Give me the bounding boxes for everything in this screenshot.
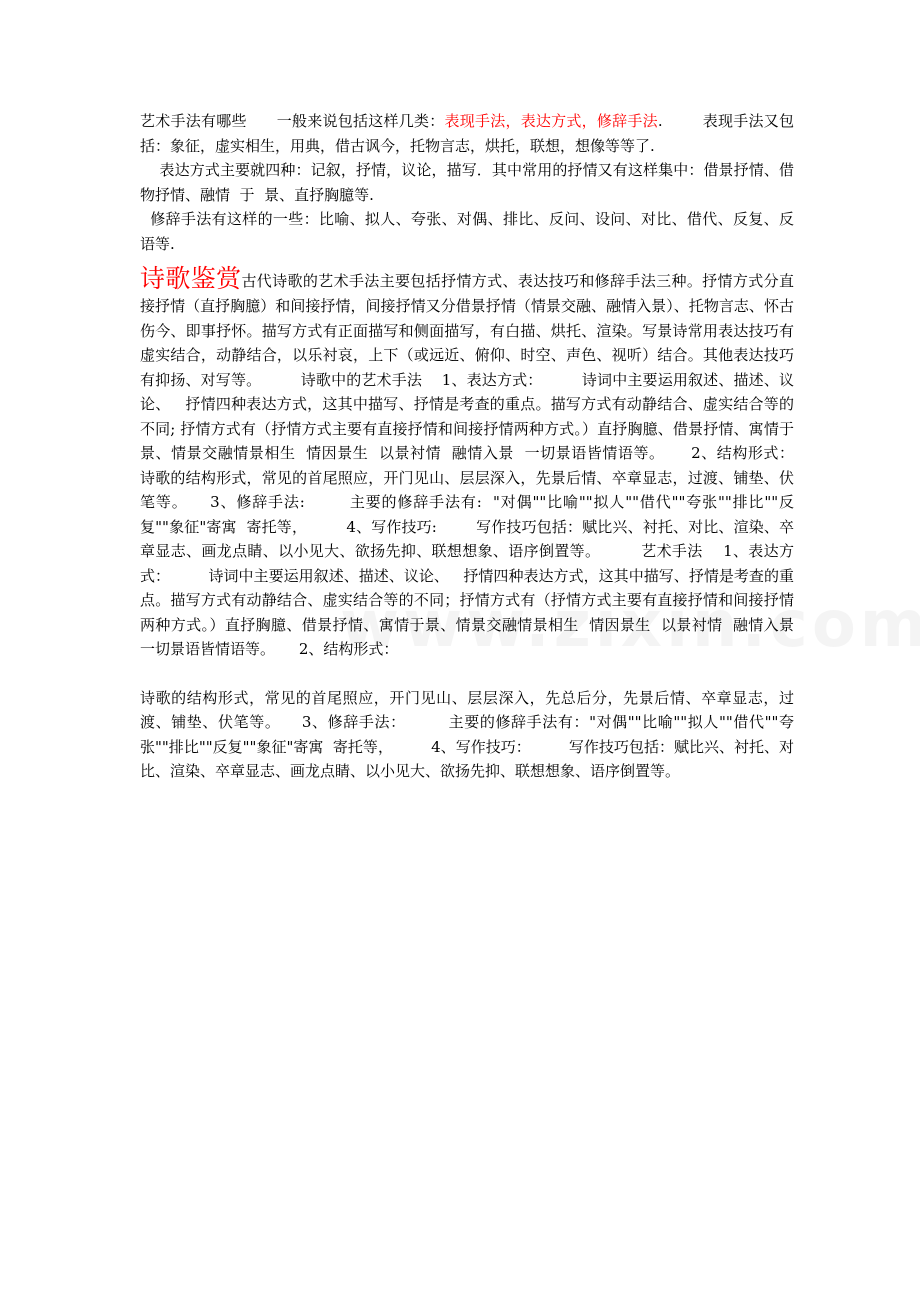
p1-intro: 艺术手法有哪些 一般来说包括这样几类： [140, 112, 445, 130]
p1-rest: . 表现手法又包括：象征，虚实相生，用典，借古讽今，托物言志，烘托，联想，想像等等了. [140, 112, 794, 155]
p1-highlight: 表现手法，表达方式，修辞手法 [444, 112, 658, 130]
paragraph-expression-modes: 表达方式主要就四种：记叙，抒情，议论，描写．其中常用的抒情又有这样集中：借景抒情、借物抒情、融情 于 景、直抒胸臆等. [140, 161, 794, 204]
p4-body: 古代诗歌的艺术手法主要包括抒情方式、表达技巧和修辞手法三种。抒情方式分直接抒情（直抒胸臆）和间接抒情，间接抒情又分借景抒情（情景交融、融情入景）、托物言志、怀古伤今、即事抒怀。描写方式有正面描写和侧面描写，有白描、烘托、渲染。写景诗常用表达技巧有虚实结合，动静结合，以乐衬哀，上下（或远近、俯仰、时空、声色、视听）结合。其他表达技巧有抑扬、对写等。 诗歌中的艺术手法 1、表达方式： 诗词中主要运用叙述、描述、议论、 抒情四种表达方式，这其中描写、抒情是考查的重点。描写方式有动静结合、虚实结合等的不同; 抒情方式有（抒情方式主要有直接抒情和间接抒情两种方式。）直抒胸臆、借景抒情、寓情于景、情景交融情景相生 情因景生 以景衬情 融情入景 一切景语皆情语等。 2、结构形式： 诗歌的结构形式，常见的首尾照应，开门见山、层层深入，先景后情、卒章显志，过渡、铺垫、伏笔等。 3、修辞手法: 主要的修辞手法有: "对偶""比喻""拟人""借代""夸张""排比""反复""象征"寄寓 寄托等， 4、写作技巧: 写作技巧包括：赋比兴、衬托、对比、渲染、卒章显志、画龙点睛、以小见大、欲扬先抑、联想想象、语序倒置等。 艺术手法 1、表达方式： 诗词中主要运用叙述、描述、议论、 抒情四种表达方式，这其中描写、抒情是考查的重点。描写方式有动静结合、虚实结合等的不同；抒情方式有（抒情方式主要有直接抒情和间接抒情两种方式。）直抒胸臆、借景抒情、寓情于景、情景交融情景相生 情因景生 以景衬情 融情入景 一切景语皆情语等。 2、结构形式： [140, 272, 833, 658]
paragraph-structure: 诗歌的结构形式，常见的首尾照应，开门见山、层层深入，先总后分，先景后情、卒章显志，过渡、铺垫、伏笔等。 3、修辞手法： 主要的修辞手法有："对偶""比喻""拟人""借代""夸张""排比""反复""象征"寄寓 寄托等， 4、写作技巧： 写作技巧包括：赋比兴、衬托、对比、渲染、卒章显志、画龙点睛、以小见大、欲扬先抑、联想想象、语序倒置等。 [140, 688, 794, 780]
paragraph-rhetoric: 修辞手法有这样的一些：比喻、拟人、夸张、对偶、排比、反问、设问、对比、借代、反复、反语等. [140, 210, 794, 253]
paragraph-art-techniques [140, 109, 794, 158]
paragraph-poetry-appreciation [140, 264, 833, 662]
section-title: 诗歌鉴赏 [140, 264, 242, 293]
document-page [140, 0, 833, 784]
